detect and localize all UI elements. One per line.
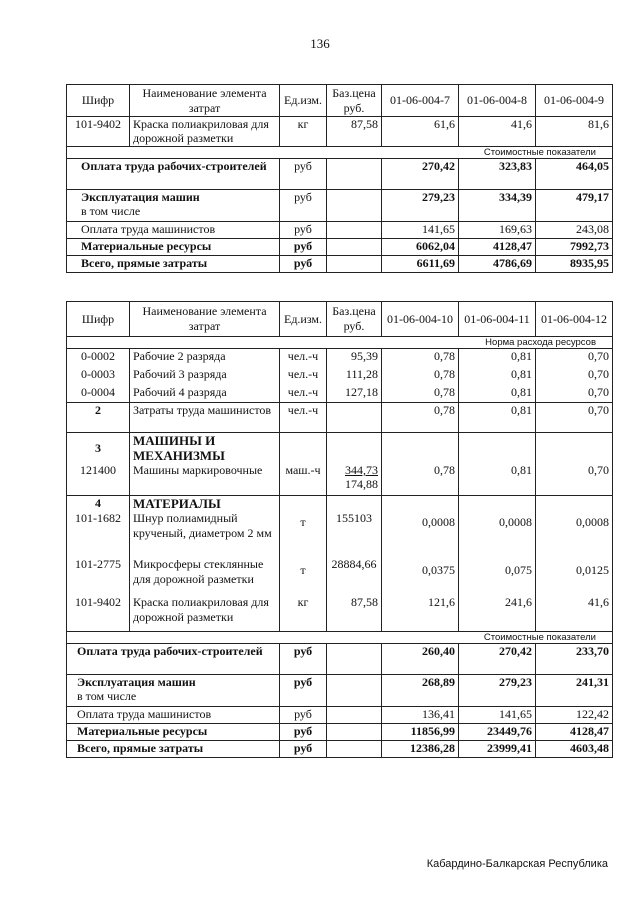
cost-name: Материальные ресурсы <box>67 239 280 256</box>
cost-unit: руб <box>280 190 327 222</box>
cell-code: 101-9402 <box>67 595 130 631</box>
cell-unit: кг <box>280 595 327 631</box>
section-row <box>67 495 613 511</box>
resource-table-2 <box>66 301 613 758</box>
cost-subtitle: в том числе <box>81 204 141 218</box>
cost-unit: руб <box>280 740 327 757</box>
cell-value: 0,0008 <box>459 511 536 557</box>
cost-row <box>67 706 613 723</box>
cost-value: 270,42 <box>382 159 459 190</box>
cell-value: 0,78 <box>382 367 459 385</box>
cost-row <box>67 239 613 256</box>
cost-value: 479,17 <box>536 190 613 222</box>
cell-value: 61,6 <box>382 117 459 147</box>
table-row <box>67 595 613 631</box>
header-col-1: 01-06-004-7 <box>382 85 459 117</box>
section-label-row <box>67 337 613 349</box>
cost-name: Эксплуатация машин <box>77 674 196 689</box>
cell-value: 0,0375 <box>382 557 459 595</box>
cell-price: 87,58 <box>327 595 382 631</box>
cell-value: 241,6 <box>459 595 536 631</box>
section-label-row <box>67 147 613 159</box>
header-col-2: 01-06-004-11 <box>459 302 536 337</box>
cost-value: 268,89 <box>382 674 459 706</box>
cost-name: Всего, прямые затраты <box>67 740 280 757</box>
table-row <box>67 349 613 367</box>
cell-value: 0,81 <box>459 385 536 403</box>
cost-name: Оплата труда машинистов <box>67 222 280 239</box>
cell-name: Микросферы стеклянные для дорожной разметки <box>130 557 280 595</box>
table-row <box>67 117 613 147</box>
cell-code: 121400 <box>67 463 130 495</box>
cell-unit: чел.-ч <box>280 367 327 385</box>
cost-value: 334,39 <box>459 190 536 222</box>
section-title: МАШИНЫ И МЕХАНИЗМЫ <box>130 433 280 464</box>
cost-row <box>67 159 613 190</box>
cell-price: 87,58 <box>327 117 382 147</box>
cell-value: 0,70 <box>536 349 613 367</box>
cost-value: 11856,99 <box>382 723 459 740</box>
cost-value: 233,70 <box>536 643 613 674</box>
page-number: 136 <box>310 36 330 51</box>
cost-unit: руб <box>280 239 327 256</box>
cost-unit: руб <box>280 256 327 273</box>
cost-value: 260,40 <box>382 643 459 674</box>
page-footer: Кабардино-Балкарская Республика <box>426 858 608 870</box>
cell-value: 0,81 <box>459 403 536 433</box>
cost-value: 4786,69 <box>459 256 536 273</box>
cost-value: 136,41 <box>382 706 459 723</box>
cell-name: Рабочий 3 разряда <box>130 367 280 385</box>
cell-value: 81,6 <box>536 117 613 147</box>
cell-value: 0,78 <box>382 403 459 433</box>
cost-unit: руб <box>280 674 327 706</box>
table-row <box>67 367 613 385</box>
section-label-row <box>67 631 613 643</box>
cost-subtitle: в том числе <box>77 688 137 703</box>
section-row <box>67 433 613 464</box>
cell-price: 28884,66 <box>327 557 382 595</box>
cell-value: 0,70 <box>536 367 613 385</box>
header-name: Наименование элемента затрат <box>130 85 280 117</box>
table-row <box>67 511 613 557</box>
table-row <box>67 557 613 595</box>
cost-value: 169,63 <box>459 222 536 239</box>
cell-value: 0,81 <box>459 349 536 367</box>
cost-value: 464,05 <box>536 159 613 190</box>
table-header-row <box>67 302 613 337</box>
cost-name: Всего, прямые затраты <box>67 256 280 273</box>
cell-price: 344,73 <box>345 463 378 477</box>
cell-code: 101-9402 <box>67 117 130 147</box>
cost-value: 4128,47 <box>459 239 536 256</box>
cost-row <box>67 723 613 740</box>
cost-value: 243,08 <box>536 222 613 239</box>
cell-price: 111,28 <box>327 367 382 385</box>
cell-value: 121,6 <box>382 595 459 631</box>
cell-value: 0,70 <box>536 463 613 495</box>
cost-value: 12386,28 <box>382 740 459 757</box>
cost-value: 323,83 <box>459 159 536 190</box>
section-label: Норма расхода ресурсов <box>67 337 613 349</box>
cost-name: Материальные ресурсы <box>67 723 280 740</box>
cell-name: Краска полиакриловая для дорожной разметки <box>130 595 280 631</box>
cell-name: Машины маркировочные <box>130 463 280 495</box>
cell-value: 0,81 <box>459 367 536 385</box>
section-label: Стоимостные показатели <box>67 631 613 643</box>
cost-value: 8935,95 <box>536 256 613 273</box>
header-code: Шифр <box>67 302 130 337</box>
cost-row <box>67 643 613 674</box>
cell-value: 41,6 <box>459 117 536 147</box>
cost-value: 279,23 <box>459 674 536 706</box>
cost-value: 141,65 <box>382 222 459 239</box>
cell-unit: кг <box>280 117 327 147</box>
cell-code: 2 <box>67 403 130 433</box>
cell-value: 0,70 <box>536 403 613 433</box>
cell-name: Рабочие 2 разряда <box>130 349 280 367</box>
cell-price-secondary: 174,88 <box>345 477 378 491</box>
cost-unit: руб <box>280 222 327 239</box>
cost-row-total <box>67 256 613 273</box>
cell-price: 127,18 <box>327 385 382 403</box>
cell-code: 0-0003 <box>67 367 130 385</box>
cell-name: Шнур полиамидный крученый, диаметром 2 мм <box>130 511 280 557</box>
cost-value: 7992,73 <box>536 239 613 256</box>
cell-price: 95,39 <box>327 349 382 367</box>
header-code: Шифр <box>67 85 130 117</box>
cost-unit: руб <box>280 643 327 674</box>
cell-value: 0,075 <box>459 557 536 595</box>
header-unit: Ед.изм. <box>280 85 327 117</box>
cell-code: 0-0002 <box>67 349 130 367</box>
cell-name: Затраты труда машинистов <box>130 403 280 433</box>
table-header-row <box>67 85 613 117</box>
cell-unit: маш.-ч <box>280 463 327 495</box>
section-code: 4 <box>67 495 130 511</box>
cost-value: 270,42 <box>459 643 536 674</box>
cost-row <box>67 222 613 239</box>
cost-value: 23999,41 <box>459 740 536 757</box>
cell-value: 0,0008 <box>382 511 459 557</box>
cost-value: 23449,76 <box>459 723 536 740</box>
header-price: Баз.цена руб. <box>327 302 382 337</box>
cell-name: Краска полиакриловая для дорожной разметки <box>130 117 280 147</box>
cell-value: 0,78 <box>382 385 459 403</box>
cell-code: 0-0004 <box>67 385 130 403</box>
cost-row <box>67 674 613 706</box>
table-row <box>67 463 613 495</box>
section-label: Стоимостные показатели <box>67 147 613 159</box>
section-code: 3 <box>67 433 130 464</box>
header-col-2: 01-06-004-8 <box>459 85 536 117</box>
cell-unit: чел.-ч <box>280 385 327 403</box>
cost-row-total <box>67 740 613 757</box>
cost-value: 141,65 <box>459 706 536 723</box>
cost-value: 4128,47 <box>536 723 613 740</box>
cost-value: 4603,48 <box>536 740 613 757</box>
cell-price: 155103 <box>327 511 382 557</box>
cell-value: 0,0008 <box>536 511 613 557</box>
table-row <box>67 385 613 403</box>
cost-row <box>67 190 613 222</box>
cost-name: Оплата труда рабочих-строителей <box>67 643 280 674</box>
cost-value: 241,31 <box>536 674 613 706</box>
cell-code: 101-1682 <box>67 511 130 557</box>
header-price: Баз.цена руб. <box>327 85 382 117</box>
cell-value: 0,0125 <box>536 557 613 595</box>
cost-value: 122,42 <box>536 706 613 723</box>
header-col-3: 01-06-004-12 <box>536 302 613 337</box>
cell-value: 0,78 <box>382 349 459 367</box>
cell-name: Рабочий 4 разряда <box>130 385 280 403</box>
header-unit: Ед.изм. <box>280 302 327 337</box>
cell-unit: чел.-ч <box>280 349 327 367</box>
section-title: МАТЕРИАЛЫ <box>130 495 280 511</box>
cost-value: 6611,69 <box>382 256 459 273</box>
cost-value: 279,23 <box>382 190 459 222</box>
cost-unit: руб <box>280 159 327 190</box>
resource-table-1 <box>66 84 613 273</box>
cell-value: 41,6 <box>536 595 613 631</box>
header-col-3: 01-06-004-9 <box>536 85 613 117</box>
cost-value: 6062,04 <box>382 239 459 256</box>
cell-value: 0,81 <box>459 463 536 495</box>
cost-name: Оплата труда рабочих-строителей <box>67 159 280 190</box>
cost-name: Оплата труда машинистов <box>67 706 280 723</box>
cell-value: 0,70 <box>536 385 613 403</box>
cost-unit: руб <box>280 706 327 723</box>
cell-value: 0,78 <box>382 463 459 495</box>
cell-unit: т <box>280 557 327 595</box>
cell-unit: чел.-ч <box>280 403 327 433</box>
cell-unit: т <box>280 511 327 557</box>
cost-unit: руб <box>280 723 327 740</box>
cost-name: Эксплуатация машин <box>81 190 200 204</box>
header-col-1: 01-06-004-10 <box>382 302 459 337</box>
header-name: Наименование элемента затрат <box>130 302 280 337</box>
cell-code: 101-2775 <box>67 557 130 595</box>
table-row <box>67 403 613 433</box>
